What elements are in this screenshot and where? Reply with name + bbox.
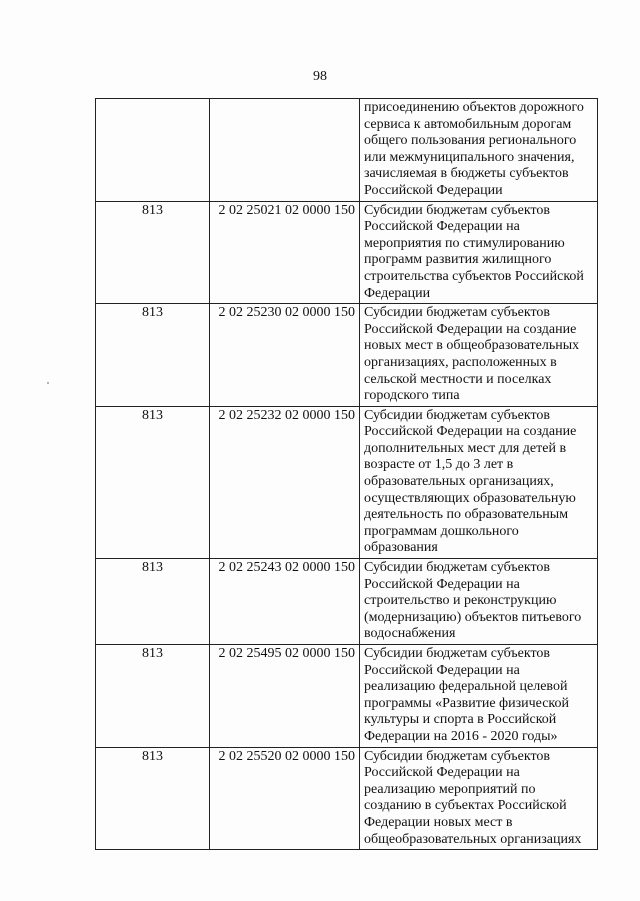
description-cell: Субсидии бюджетам субъектов Российской Федерации на строительство и реконструкцию (модернизацию) объектов питьевого водоснабжения [360,559,598,645]
table-row [96,406,598,558]
revenue-code-cell: 2 02 25243 02 0000 150 [210,559,360,645]
table-row [96,99,598,202]
admin-code-cell: 813 [96,645,210,748]
table-row [96,201,598,304]
table-row [96,559,598,645]
revenue-code-cell: 2 02 25230 02 0000 150 [210,304,360,407]
admin-code-cell [96,99,210,202]
admin-code-cell: 813 [96,304,210,407]
admin-code-cell: 813 [96,747,210,850]
revenue-code-cell: 2 02 25520 02 0000 150 [210,747,360,850]
description-cell: Субсидии бюджетам субъектов Российской Федерации на реализацию мероприятий по созданию в субъектах Российской Федерации новых мест в общеобразовательных организациях [360,747,598,850]
description-cell: Субсидии бюджетам субъектов Российской Федерации на создание дополнительных мест для детей в возрасте от 1,5 до 3 лет в образовательных организациях, осуществляющих образовательную деятельность по образовательным программам дошкольного образования [360,406,598,558]
revenue-code-cell: 2 02 25495 02 0000 150 [210,645,360,748]
description-cell: Субсидии бюджетам субъектов Российской Федерации на реализацию федеральной целевой программы «Развитие физической культуры и спорта в Российской Федерации на 2016 - 2020 годы» [360,645,598,748]
revenue-code-cell: 2 02 25232 02 0000 150 [210,406,360,558]
description-cell: присоединению объектов дорожного сервиса к автомобильным дорогам общего пользования регионального или межмуниципального значения, зачисляемая в бюджеты субъектов Российской Федерации [360,99,598,202]
table-row [96,645,598,748]
description-cell: Субсидии бюджетам субъектов Российской Федерации на создание новых мест в общеобразовательных организациях, расположенных в сельской местности и поселках городского типа [360,304,598,407]
revenue-code-cell [210,99,360,202]
budget-classification-table [95,98,598,850]
table-row [96,304,598,407]
table-row [96,747,598,850]
scan-speck [47,382,49,384]
description-cell: Субсидии бюджетам субъектов Российской Федерации на мероприятия по стимулированию программ развития жилищного строительства субъектов Российской Федерации [360,201,598,304]
admin-code-cell: 813 [96,406,210,558]
admin-code-cell: 813 [96,559,210,645]
page-number: 98 [313,69,327,84]
admin-code-cell: 813 [96,201,210,304]
revenue-code-cell: 2 02 25021 02 0000 150 [210,201,360,304]
